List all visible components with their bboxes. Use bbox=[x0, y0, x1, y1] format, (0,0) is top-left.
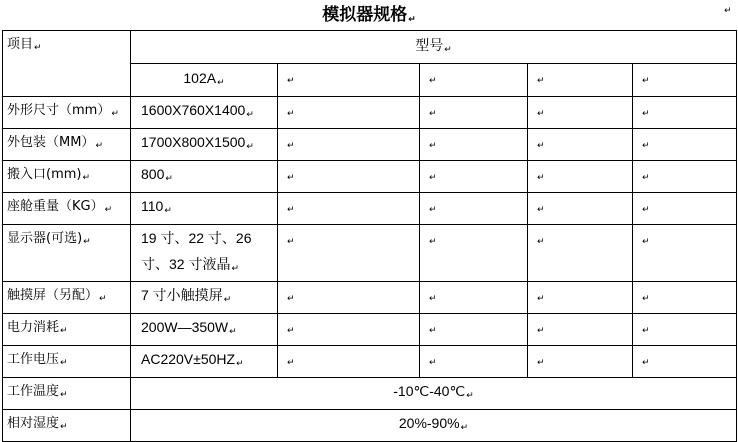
paragraph-mark-icon: ↵ bbox=[231, 263, 240, 273]
table-row bbox=[3, 346, 737, 378]
paragraph-mark-icon: ↵ bbox=[236, 358, 244, 368]
paragraph-mark-icon: ↵ bbox=[537, 358, 545, 368]
row-value: AC220V±50HZ↵ bbox=[131, 346, 278, 378]
row-label: 电力消耗↵ bbox=[3, 314, 131, 346]
paragraph-mark-icon: ↵ bbox=[642, 173, 650, 183]
empty-cell bbox=[278, 193, 420, 225]
paragraph-mark-icon: ↵ bbox=[287, 109, 295, 119]
empty-cell bbox=[420, 161, 528, 193]
row-label: 显示器(可选)↵ bbox=[3, 225, 131, 282]
row-label: 触摸屏（另配）↵ bbox=[3, 282, 131, 314]
item-header-cell-continued bbox=[3, 64, 131, 97]
empty-cell bbox=[633, 129, 737, 161]
table-row bbox=[3, 193, 737, 225]
paragraph-mark-icon: ↵ bbox=[217, 77, 225, 87]
empty-cell bbox=[420, 346, 528, 378]
paragraph-mark-icon: ↵ bbox=[60, 390, 68, 400]
paragraph-mark-icon: ↵ bbox=[429, 326, 437, 336]
paragraph-mark-icon: ↵ bbox=[287, 358, 295, 368]
empty-cell bbox=[420, 282, 528, 314]
empty-cell bbox=[528, 282, 633, 314]
empty-cell bbox=[633, 64, 737, 97]
empty-cell bbox=[528, 64, 633, 97]
paragraph-mark-icon: ↵ bbox=[429, 205, 437, 215]
row-value-merged: 20%-90%↵ bbox=[131, 410, 737, 442]
row-value: 1600X760X1400↵ bbox=[131, 97, 278, 129]
paragraph-mark-icon: ↵ bbox=[246, 109, 254, 119]
paragraph-mark-icon: ↵ bbox=[642, 109, 650, 119]
empty-cell bbox=[528, 161, 633, 193]
empty-cell bbox=[278, 225, 420, 282]
table-row bbox=[3, 97, 737, 129]
paragraph-mark-icon: ↵ bbox=[83, 237, 91, 247]
spec-table bbox=[2, 30, 737, 442]
table-row bbox=[3, 129, 737, 161]
empty-cell bbox=[633, 161, 737, 193]
paragraph-mark-icon: ↵ bbox=[287, 76, 295, 86]
paragraph-mark-icon: ↵ bbox=[537, 76, 545, 86]
paragraph-mark-icon: ↵ bbox=[429, 294, 437, 304]
paragraph-mark-icon: ↵ bbox=[537, 237, 545, 247]
empty-cell bbox=[278, 64, 420, 97]
table-row bbox=[3, 410, 737, 442]
paragraph-mark-icon: ↵ bbox=[537, 326, 545, 336]
paragraph-mark-icon: ↵ bbox=[104, 205, 113, 215]
empty-cell bbox=[278, 161, 420, 193]
paragraph-mark-icon: ↵ bbox=[429, 141, 437, 151]
paragraph-mark-icon: ↵ bbox=[111, 109, 119, 119]
paragraph-mark-icon: ↵ bbox=[99, 294, 107, 304]
paragraph-mark-icon: ↵ bbox=[164, 205, 172, 215]
paragraph-mark-icon: ↵ bbox=[287, 294, 295, 304]
paragraph-mark-icon: ↵ bbox=[60, 326, 68, 336]
table-row bbox=[3, 378, 737, 410]
paragraph-mark-icon: ↵ bbox=[287, 141, 295, 151]
empty-cell bbox=[420, 97, 528, 129]
paragraph-mark-icon: ↵ bbox=[60, 422, 68, 432]
paragraph-mark-icon: ↵ bbox=[724, 6, 732, 16]
empty-cell bbox=[278, 314, 420, 346]
paragraph-mark-icon: ↵ bbox=[429, 358, 437, 368]
empty-cell bbox=[420, 225, 528, 282]
empty-cell bbox=[278, 129, 420, 161]
empty-cell bbox=[528, 193, 633, 225]
paragraph-mark-icon: ↵ bbox=[642, 76, 650, 86]
paragraph-mark-icon: ↵ bbox=[537, 205, 545, 215]
table-row bbox=[3, 314, 737, 346]
paragraph-mark-icon: ↵ bbox=[287, 326, 295, 336]
row-value: 19 寸、22 寸、26 寸、32 寸液晶↵ bbox=[131, 225, 278, 282]
empty-cell bbox=[528, 314, 633, 346]
row-value: 800↵ bbox=[131, 161, 278, 193]
paragraph-mark-icon: ↵ bbox=[408, 15, 416, 25]
title-text: 模拟器规格 bbox=[322, 5, 408, 25]
row-label: 外形尺寸（mm）↵ bbox=[3, 97, 131, 129]
paragraph-mark-icon: ↵ bbox=[537, 141, 545, 151]
row-value: 7 寸小触摸屏↵ bbox=[131, 282, 278, 314]
paragraph-mark-icon: ↵ bbox=[429, 109, 437, 119]
paragraph-mark-icon: ↵ bbox=[165, 173, 173, 183]
empty-cell bbox=[278, 97, 420, 129]
row-label: 工作温度↵ bbox=[3, 378, 131, 410]
paragraph-mark-icon: ↵ bbox=[429, 237, 437, 247]
row-value: 200W—350W↵ bbox=[131, 314, 278, 346]
table-row bbox=[3, 225, 737, 282]
row-label: 座舱重量（KG）↵ bbox=[3, 193, 131, 225]
row-label: 外包装（MM）↵ bbox=[3, 129, 131, 161]
empty-cell bbox=[278, 282, 420, 314]
row-value-merged: -10℃-40℃↵ bbox=[131, 378, 737, 410]
paragraph-mark-icon: ↵ bbox=[95, 141, 103, 151]
paragraph-mark-icon: ↵ bbox=[642, 358, 650, 368]
empty-cell bbox=[528, 346, 633, 378]
row-value: 1700X800X1500↵ bbox=[131, 129, 278, 161]
paragraph-mark-icon: ↵ bbox=[642, 205, 650, 215]
empty-cell bbox=[278, 346, 420, 378]
empty-cell bbox=[420, 64, 528, 97]
paragraph-mark-icon: ↵ bbox=[229, 326, 237, 336]
empty-cell bbox=[633, 282, 737, 314]
paragraph-mark-icon: ↵ bbox=[287, 205, 295, 215]
empty-cell bbox=[633, 193, 737, 225]
table-row bbox=[3, 282, 737, 314]
empty-cell bbox=[420, 129, 528, 161]
row-label: 搬入口(mm)↵ bbox=[3, 161, 131, 193]
row-value: 110↵ bbox=[131, 193, 278, 225]
paragraph-mark-icon: ↵ bbox=[429, 173, 437, 183]
empty-cell bbox=[528, 97, 633, 129]
empty-cell bbox=[528, 225, 633, 282]
paragraph-mark-icon: ↵ bbox=[246, 141, 254, 151]
model-header-cell: 型号↵ bbox=[131, 31, 737, 64]
table-row bbox=[3, 161, 737, 193]
model-name-cell: 102A↵ bbox=[131, 64, 278, 97]
paragraph-mark-icon: ↵ bbox=[537, 109, 545, 119]
paragraph-mark-icon: ↵ bbox=[82, 173, 91, 183]
paragraph-mark-icon: ↵ bbox=[466, 390, 474, 400]
paragraph-mark-icon: ↵ bbox=[537, 294, 545, 304]
document-title bbox=[0, 2, 738, 28]
item-header-cell: 项目↵ bbox=[3, 31, 131, 64]
paragraph-mark-icon: ↵ bbox=[429, 76, 437, 86]
paragraph-mark-icon: ↵ bbox=[642, 294, 650, 304]
paragraph-mark-icon: ↵ bbox=[444, 44, 452, 54]
paragraph-mark-icon: ↵ bbox=[34, 43, 42, 53]
empty-cell bbox=[633, 346, 737, 378]
paragraph-mark-icon: ↵ bbox=[642, 237, 650, 247]
empty-cell bbox=[633, 225, 737, 282]
empty-cell bbox=[528, 129, 633, 161]
paragraph-mark-icon: ↵ bbox=[537, 173, 545, 183]
empty-cell bbox=[633, 97, 737, 129]
empty-cell bbox=[420, 314, 528, 346]
empty-cell bbox=[633, 314, 737, 346]
table-row-header bbox=[3, 31, 737, 64]
row-label: 工作电压↵ bbox=[3, 346, 131, 378]
paragraph-mark-icon: ↵ bbox=[60, 358, 68, 368]
paragraph-mark-icon: ↵ bbox=[223, 294, 232, 304]
paragraph-mark-icon: ↵ bbox=[287, 173, 295, 183]
empty-cell bbox=[420, 193, 528, 225]
paragraph-mark-icon: ↵ bbox=[460, 422, 469, 432]
paragraph-mark-icon: ↵ bbox=[642, 141, 650, 151]
paragraph-mark-icon: ↵ bbox=[287, 237, 295, 247]
row-label: 相对湿度↵ bbox=[3, 410, 131, 442]
table-row-models bbox=[3, 64, 737, 97]
paragraph-mark-icon: ↵ bbox=[642, 326, 650, 336]
